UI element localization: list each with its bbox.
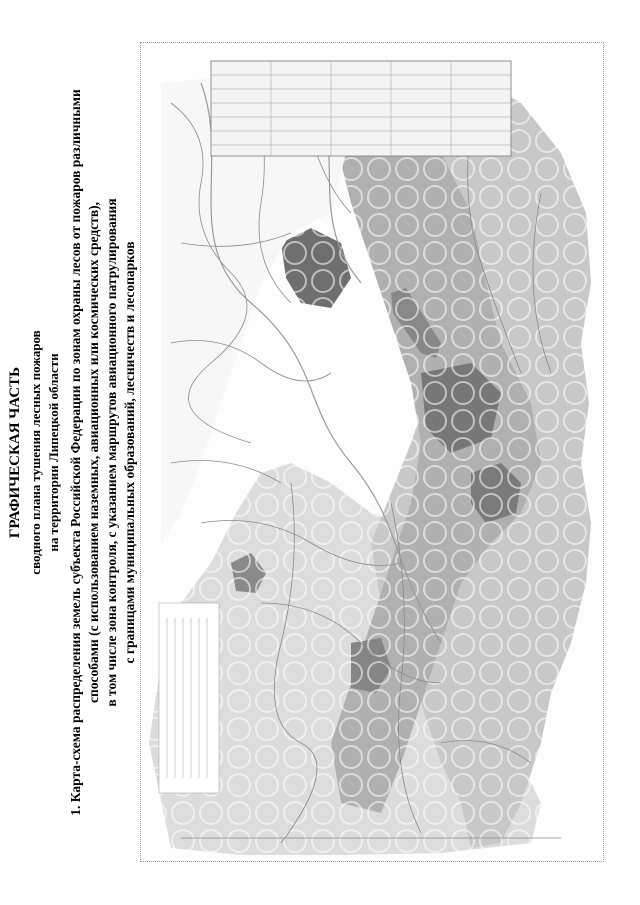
- page-title: ГРАФИЧЕСКАЯ ЧАСТЬ: [7, 366, 23, 539]
- map-frame: [140, 42, 604, 862]
- map-legend-table: [211, 61, 511, 156]
- page-subtitle-1: сводного плана тушения лесных пожаров: [28, 330, 43, 575]
- map-title-line-4: с границами муниципальных образований, лесничеств и лесопарков: [122, 241, 137, 664]
- map-title-line-3: в том числе зона контроля, с указанием маршрутов авиационного патрулирования: [104, 198, 119, 707]
- map-title-line-1: 1. Карта-схема распределения земель субъекта Российской Федерации по зонам охраны лесов от пожаров различными: [68, 89, 83, 816]
- page-subtitle-2: на территории Липецкой области: [46, 353, 61, 552]
- page-heading: [0, 0, 160, 905]
- map-title-block: [159, 603, 219, 793]
- map-title-line-2: способами (с использованием наземных, авиационных или космических средств),: [86, 202, 101, 703]
- region-map: [141, 43, 603, 861]
